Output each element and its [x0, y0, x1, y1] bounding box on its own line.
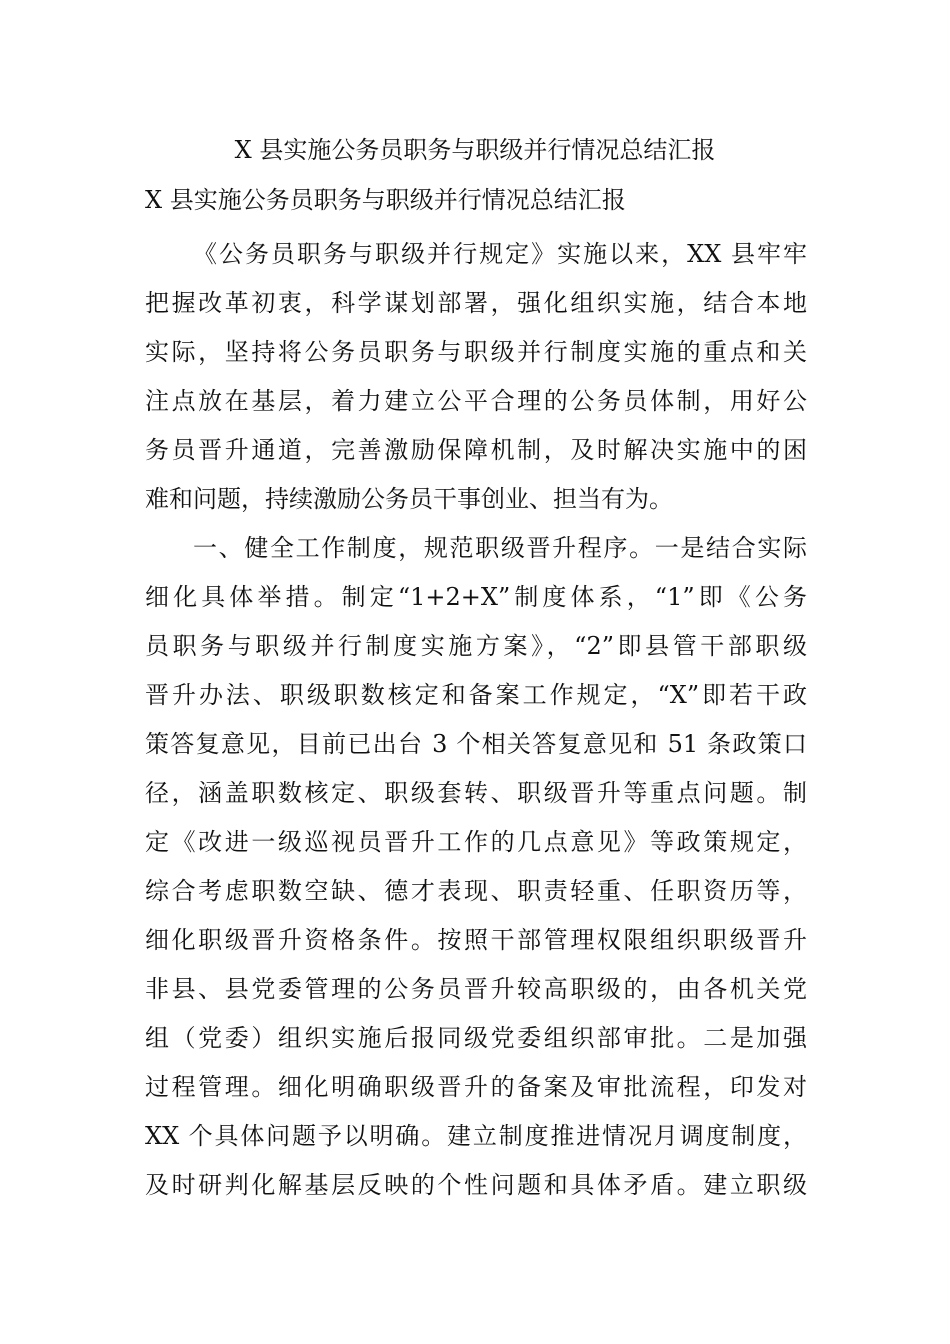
paragraph-section-one — [145, 524, 807, 1210]
paragraph-line: XX 个具体问题予以明确。建立制度推进情况月调度制度， — [145, 1122, 807, 1150]
paragraph-intro — [145, 230, 807, 524]
paragraph-line: 综合考虑职数空缺、德才表现、职责轻重、任职资历等， — [145, 877, 807, 905]
paragraph-line: 策答复意见，目前已出台 3 个相关答复意见和 51 条政策口 — [145, 730, 807, 758]
paragraph-line: 晋升办法、职级职数核定和备案工作规定，“X”即若干政 — [145, 681, 807, 709]
paragraph-line: 《公务员职务与职级并行规定》实施以来，XX 县牢牢 — [193, 240, 807, 268]
paragraph-line: 细化具体举措。制定“1+2+X”制度体系，“1”即《公务 — [145, 583, 807, 611]
paragraph-line: 员职务与职级并行制度实施方案》，“2”即县管干部职级 — [145, 632, 807, 660]
paragraph-line: 注点放在基层，着力建立公平合理的公务员体制，用好公 — [145, 387, 807, 415]
paragraph-line: 务员晋升通道，完善激励保障机制，及时解决实施中的困 — [145, 436, 807, 464]
paragraph-line: 径，涵盖职数核定、职级套转、职级晋升等重点问题。制 — [145, 779, 807, 807]
paragraph-line: 及时研判化解基层反映的个性问题和具体矛盾。建立职级 — [145, 1171, 807, 1199]
paragraph-line: 非县、县党委管理的公务员晋升较高职级的，由各机关党 — [145, 975, 807, 1003]
paragraph-line: 把握改革初衷，科学谋划部署，强化组织实施，结合本地 — [145, 289, 807, 317]
paragraph-line: 细化职级晋升资格条件。按照干部管理权限组织职级晋升 — [145, 926, 807, 954]
paragraph-line: 难和问题，持续激励公务员干事创业、担当有为。 — [145, 485, 673, 513]
document-body — [145, 230, 807, 1210]
paragraph-line: 组（党委）组织实施后报同级党委组织部审批。二是加强 — [145, 1024, 807, 1052]
document-subtitle: X 县实施公务员职务与职级并行情况总结汇报 — [145, 186, 626, 214]
paragraph-line: 一、健全工作制度，规范职级晋升程序。一是结合实际 — [193, 534, 807, 562]
document-title: X 县实施公务员职务与职级并行情况总结汇报 — [234, 136, 716, 164]
paragraph-line: 过程管理。细化明确职级晋升的备案及审批流程，印发对 — [145, 1073, 807, 1101]
paragraph-line: 实际，坚持将公务员职务与职级并行制度实施的重点和关 — [145, 338, 807, 366]
paragraph-line: 定《改进一级巡视员晋升工作的几点意见》等政策规定， — [145, 828, 807, 856]
